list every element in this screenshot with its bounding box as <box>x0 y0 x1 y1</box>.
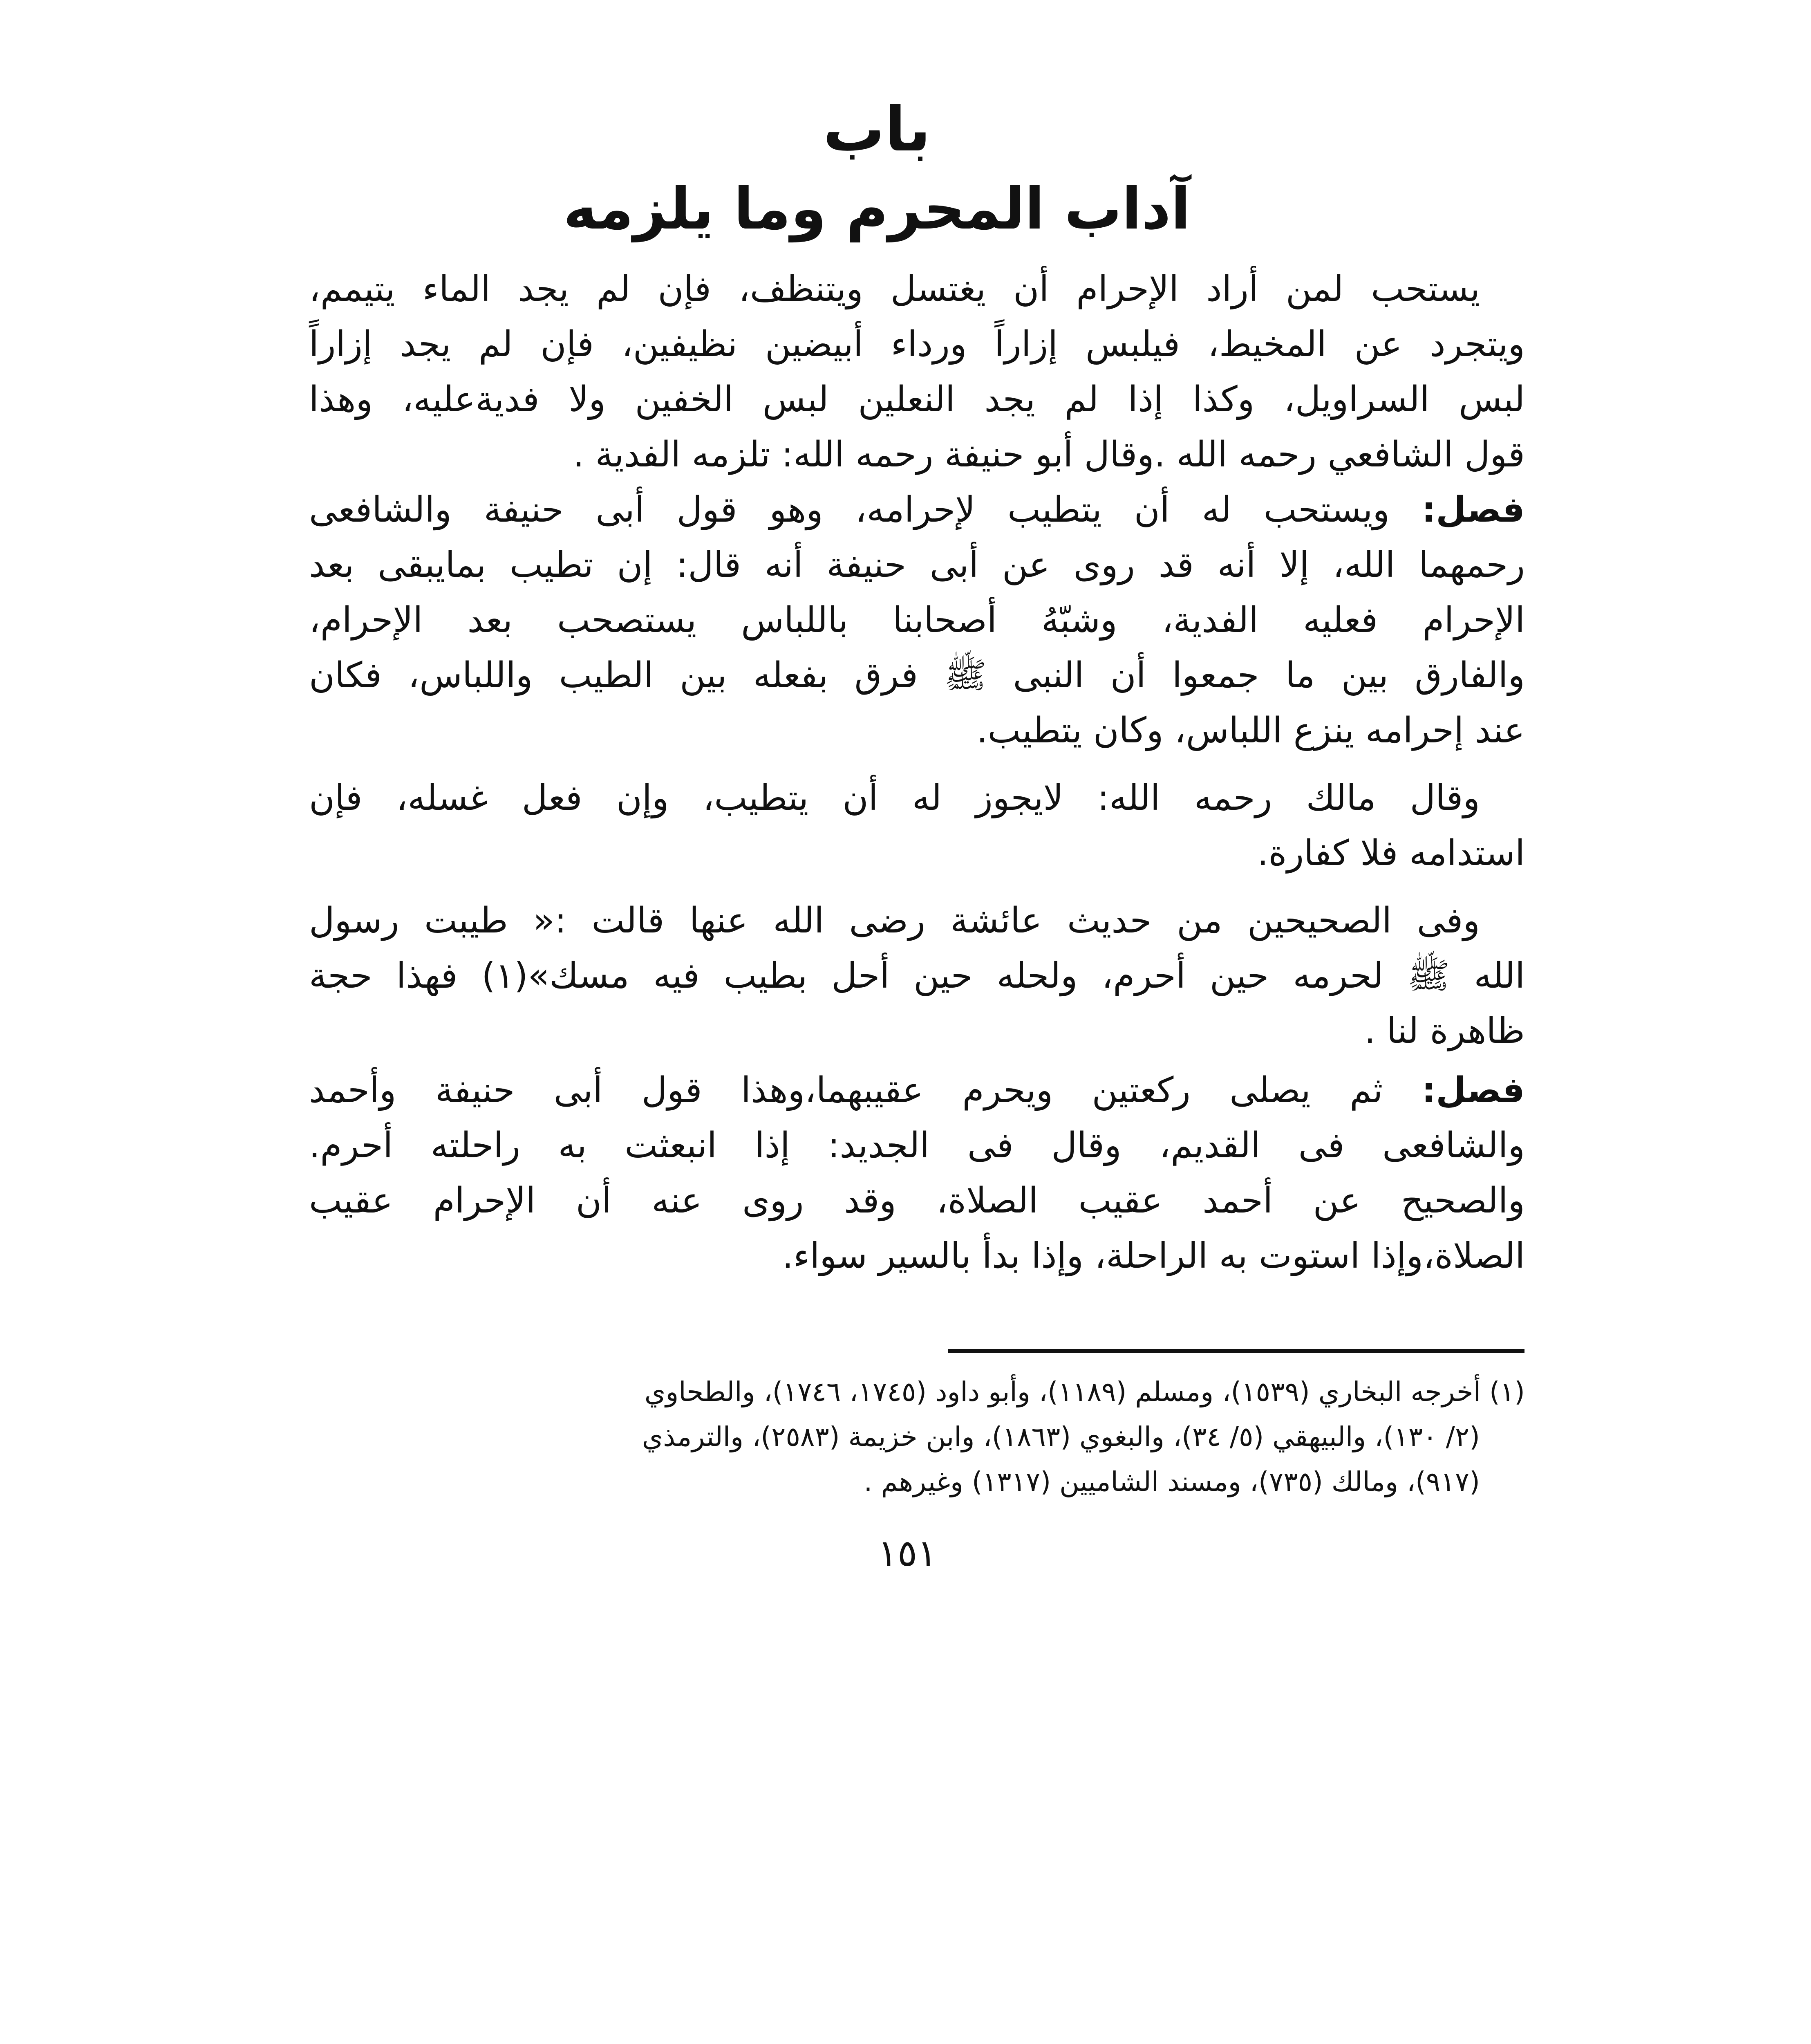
text-line: استدامه فلا كفارة. <box>1257 833 1525 874</box>
footnote-line: (٢/ ١٣٠)، والبيهقي (٥/ ٣٤)، والبغوي (١٨٦٣)، وابن خزيمة (٢٥٨٣)، والترمذي <box>642 1421 1480 1452</box>
text-line: ويتجرد عن المخيط، فيلبس إزاراً ورداء أبيضين نظيفين، فإن لم يجد إزاراً <box>309 324 1525 365</box>
page-number: ١٥١ <box>878 1532 937 1575</box>
chapter-label: باب <box>823 94 931 165</box>
chapter-title: آداب المحرم وما يلزمه <box>563 176 1191 242</box>
text-line: والشافعى فى القديم، وقال فى الجديد: إذا انبعثت به راحلته أحرم. <box>309 1125 1525 1166</box>
section-lead: فصل: <box>1421 489 1525 530</box>
footnote-line: (٩١٧)، ومالك (٧٣٥)، ومسند الشاميين (١٣١٧) وغيرهم . <box>864 1466 1480 1497</box>
text-line: والصحيح عن أحمد عقيب الصلاة، وقد روى عنه أن الإحرام عقيب <box>309 1180 1525 1221</box>
text-line: والفارق بين ما جمعوا أن النبى ﷺ فرق بفعله بين الطيب واللباس، فكان <box>309 655 1525 696</box>
text-line: رحمهما الله، إلا أنه قد روى عن أبى حنيفة أنه قال: إن تطيب بمايبقى بعد <box>309 545 1525 585</box>
text-line: الإحرام فعليه الفدية، وشبّهُ أصحابنا باللباس يستصحب بعد الإحرام، <box>309 600 1525 641</box>
text-line <box>309 482 1525 538</box>
text-line: يستحب لمن أراد الإحرام أن يغتسل ويتنظف، فإن لم يجد الماء يتيمم، <box>309 269 1480 309</box>
text-line: قول الشافعي رحمه الله .وقال أبو حنيفة رحمه الله: تلزمه الفدية . <box>573 434 1525 475</box>
section-lead: فصل: <box>1421 1070 1525 1111</box>
text-line: ظاهرة لنا . <box>1364 1011 1525 1051</box>
text-line: وفى الصحيحين من حديث عائشة رضى الله عنها قالت :« طيبت رسول <box>309 900 1480 941</box>
text-line: الله ﷺ لحرمه حين أحرم، ولحله حين أحل بطيب فيه مسك»(١) فهذا حجة <box>309 955 1525 996</box>
text-line: عند إحرامه ينزع اللباس، وكان يتطيب. <box>976 710 1525 751</box>
text-line: لبس السراويل، وكذا إذا لم يجد النعلين لبس الخفين ولا فديةعليه، وهذا <box>309 379 1525 420</box>
text-line-body: ثم يصلى ركعتين ويحرم عقيبهما،وهذا قول أبى حنيفة وأحمد <box>309 1070 1383 1111</box>
text-line <box>309 1063 1525 1118</box>
footnote-line: (١) أخرجه البخاري (١٥٣٩)، ومسلم (١١٨٩)، وأبو داود (١٧٤٥، ١٧٤٦)، والطحاوي <box>644 1376 1525 1407</box>
text-line-body: ويستحب له أن يتطيب لإحرامه، وهو قول أبى حنيفة والشافعى <box>309 489 1390 530</box>
text-line: الصلاة،وإذا استوت به الراحلة، وإذا بدأ بالسير سواء. <box>782 1235 1525 1276</box>
text-line: وقال مالك رحمه الله: لايجوز له أن يتطيب، وإن فعل غسله، فإن <box>309 778 1480 818</box>
footnote-separator <box>948 1349 1524 1353</box>
